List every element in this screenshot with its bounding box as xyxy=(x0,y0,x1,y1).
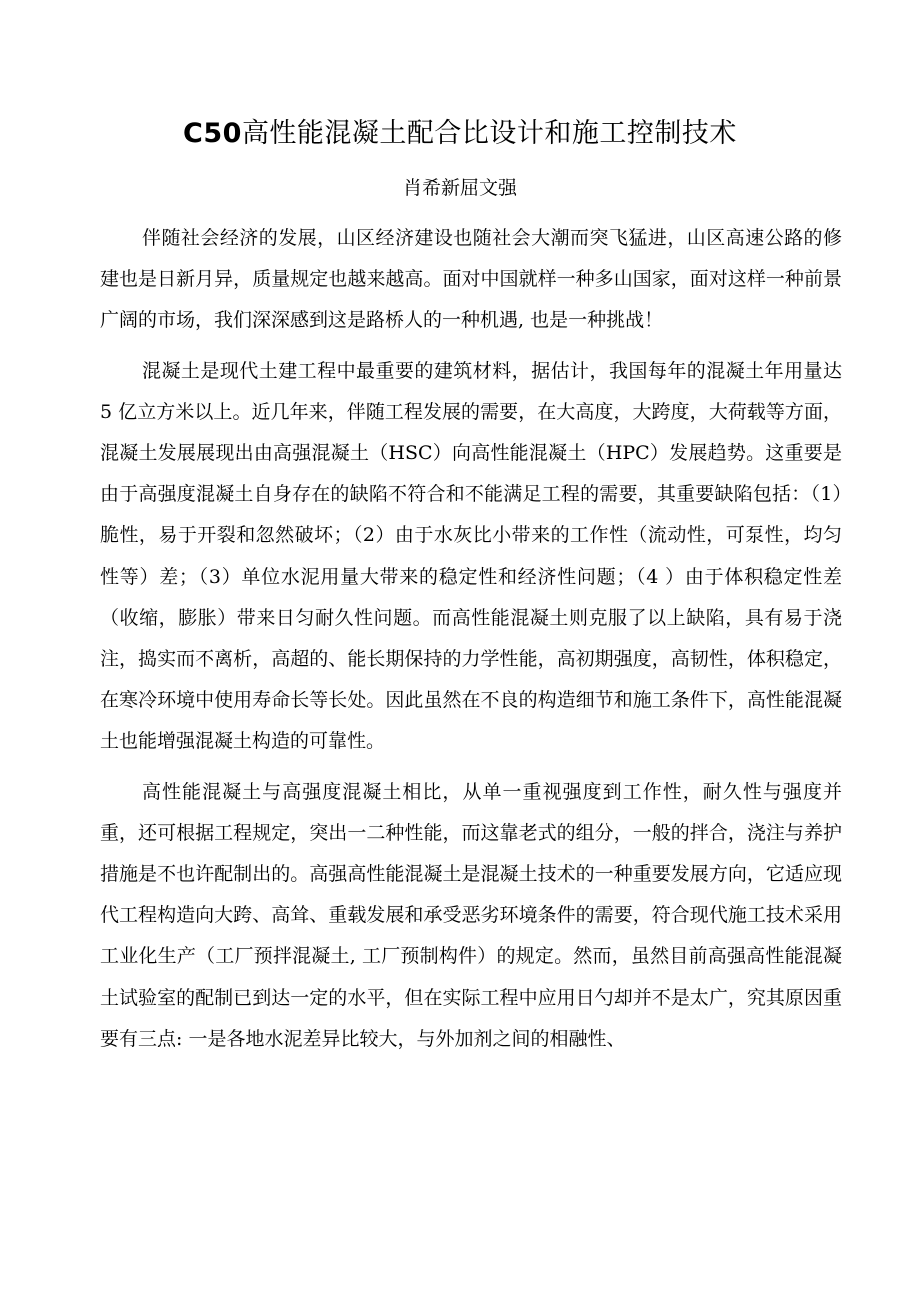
paragraph-hpc-comparison: 高性能混凝土与高强度混凝土相比，从单一重视强度到工作性，耐久性与强度并重，还可根据工程规定，突出一二种性能，而这靠老式的组分，一般的拌合，浇注与养护措施是不也许配制出的。高强高性能混凝土是混凝土技术的一种重要发展方向，它适应现代工程构造向大跨、高耸、重载发展和承受恶劣环境条件的需要，符合现代施工技术采用工业化生产（工厂预拌混凝土, 工厂预制构件）的规定。然而，虽然目前高强高性能混凝土试验室的配制已到达一定的水平，但在实际工程中应用日勺却并不是太广，究其原因重要有三点: 一是各地水泥差异比较大，与外加剂之间的相融性、 xyxy=(100,780,842,1050)
document-title xyxy=(0,112,920,156)
paragraph-concrete-overview: 混凝土是现代土建工程中最重要的建筑材料，据估计，我国每年的混凝土年用量达 5 亿立方米以上。近几年来，伴随工程发展的需要，在大高度，大跨度，大荷载等方面，混凝土发展展现出由高强混凝土（HSC）向高性能混凝土（HPC）发展趋势。这重要是由于高强度混凝土自身存在的缺陷不符合和不能满足工程的需要，其重要缺陷包括：（1）脆性，易于开裂和忽然破坏；（2）由于水灰比小带来的工作性（流动性，可泵性，均匀性等）差；（3）单位水泥用量大带来的稳定性和经济性问题；（4 ）由于体积稳定性差（收缩，膨胀）带来日匀耐久性问题。而高性能混凝土则克服了以上缺陷，具有易于浇注，捣实而不离析，高超的、能长期保持的力学性能，高初期强度，高韧性，体积稳定，在寒冷环境中使用寿命长等长处。因此虽然在不良的构造细节和施工条件下，高性能混凝土也能增强混凝土构造的可靠性。 xyxy=(100,359,842,753)
author-line: 肖希新屈文强 xyxy=(402,177,517,199)
title-code: C50 xyxy=(183,118,242,149)
paragraph-intro: 伴随社会经济的发展，山区经济建设也随社会大潮而突飞猛进，山区高速公路的修建也是日新月异，质量规定也越来越高。面对中国就样一种多山国家，面对这样一种前景广阔的市场，我们深深感到这是路桥人的一种机遇, 也是一种挑战！ xyxy=(100,227,842,332)
document-body xyxy=(100,218,842,1060)
title-text: 高性能混凝土配合比设计和施工控制技术 xyxy=(241,118,737,149)
